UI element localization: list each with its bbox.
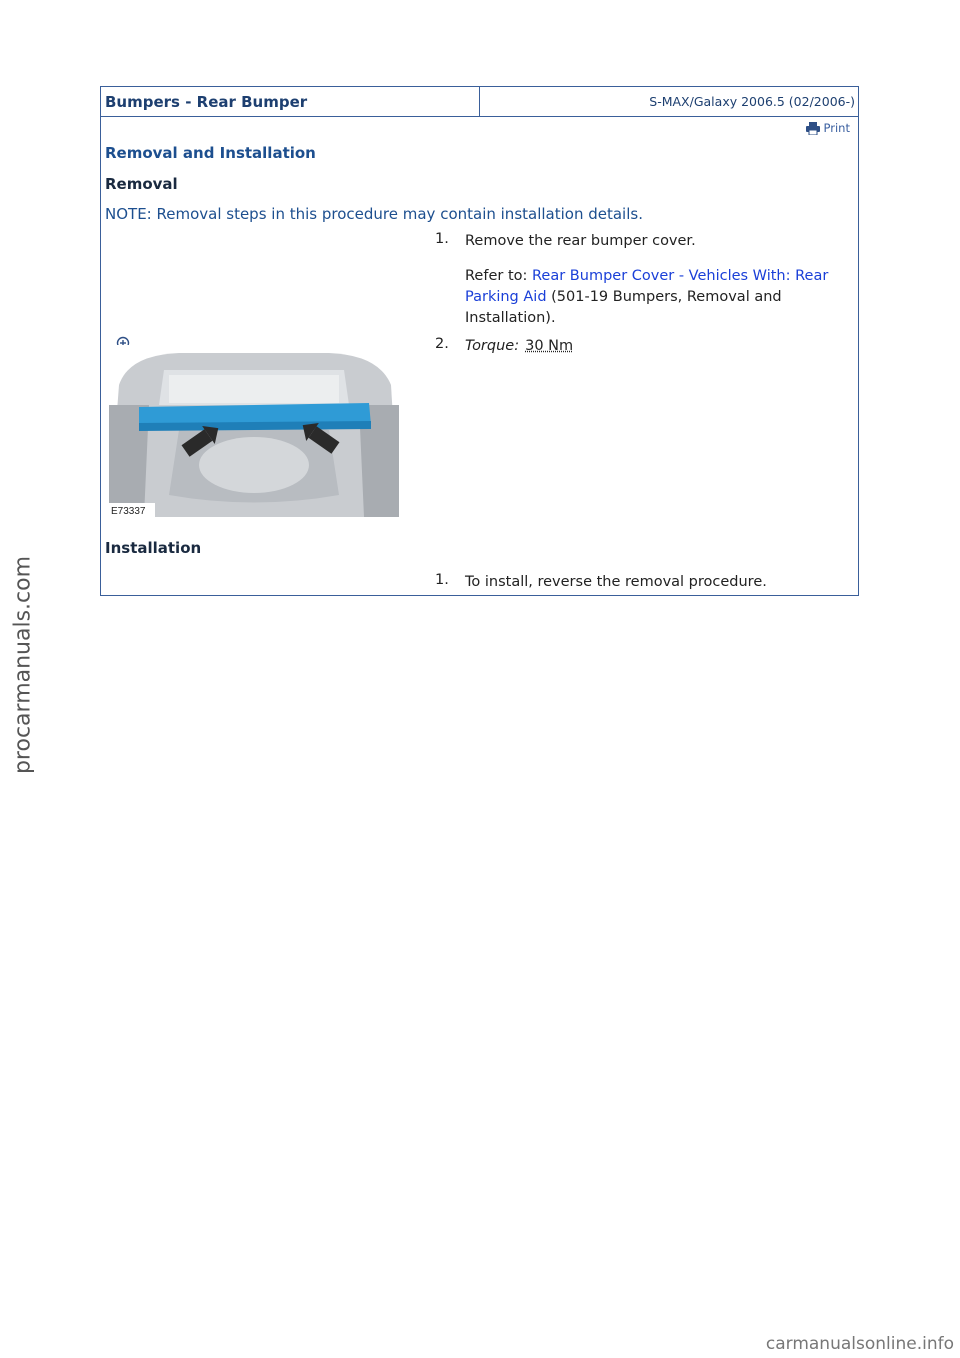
step-text: Remove the rear bumper cover. — [465, 233, 696, 249]
document-frame — [100, 86, 859, 596]
step-number: 2. — [435, 336, 449, 352]
installation-heading: Installation — [105, 539, 202, 557]
refer-suffix: (501-19 Bumpers, Removal and Installation). — [465, 289, 782, 326]
printer-icon — [806, 122, 820, 135]
step-text: To install, reverse the removal procedure. — [465, 574, 767, 590]
side-watermark: procarmanuals.com — [10, 555, 36, 775]
refer-link[interactable]: Rear Bumper Cover - Vehicles With: Rear Parking Aid — [465, 268, 829, 305]
section-title: Removal and Installation — [105, 144, 316, 162]
torque-value[interactable]: 30 Nm — [525, 338, 574, 354]
bumper-illustration[interactable] — [109, 345, 399, 517]
installation-step-1 — [435, 572, 855, 593]
removal-step-2 — [435, 336, 855, 357]
step-number: 1. — [435, 231, 449, 247]
removal-heading: Removal — [105, 175, 178, 193]
refer-prefix: Refer to: — [465, 268, 528, 284]
figure-code: E73337 — [111, 506, 146, 517]
page-title: Bumpers - Rear Bumper — [101, 87, 480, 116]
torque-label: Torque: — [465, 338, 520, 354]
step-number: 1. — [435, 572, 449, 588]
print-button[interactable] — [806, 121, 850, 135]
document-header — [101, 87, 858, 117]
removal-step-1 — [435, 231, 855, 329]
footer-watermark: carmanualsonline.info — [765, 1334, 954, 1354]
note-text: NOTE: Removal steps in this procedure may contain installation details. — [105, 205, 643, 223]
print-label: Print — [823, 121, 850, 135]
model-label: S-MAX/Galaxy 2006.5 (02/2006-) — [649, 94, 855, 109]
